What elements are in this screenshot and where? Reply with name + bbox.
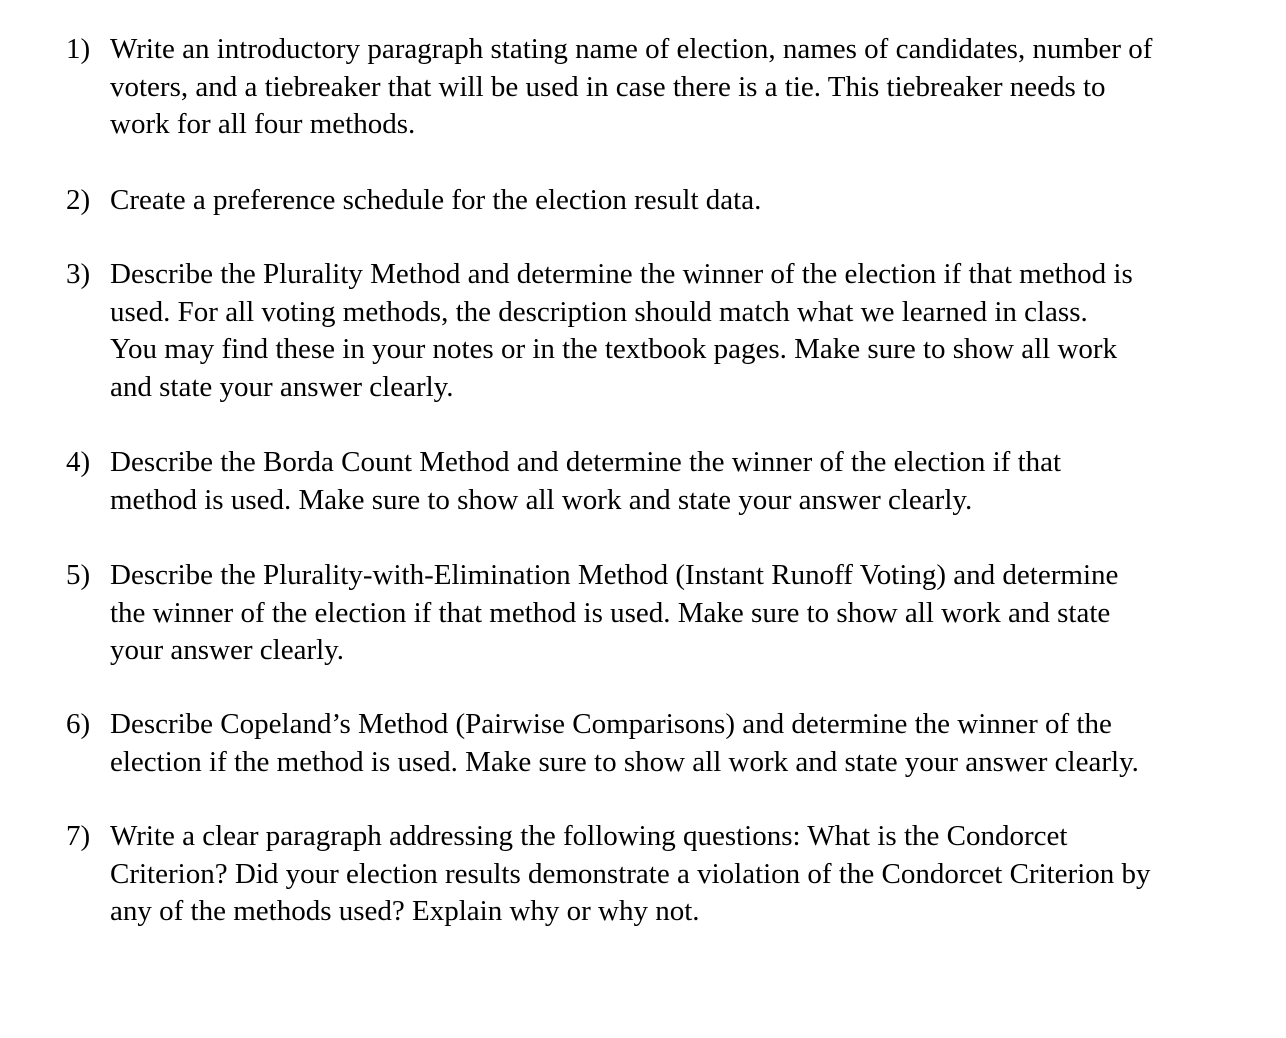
item-text (110, 182, 1220, 220)
list-item-2 (66, 182, 1226, 220)
list-item-5 (66, 557, 1226, 670)
item-number: 3) (66, 258, 91, 290)
item-text (110, 256, 1220, 406)
item-number: 4) (66, 446, 91, 478)
item-line: You may find these in your notes or in the textbook pages. Make sure to show all work (110, 333, 1118, 365)
item-line: method is used. Make sure to show all work and state your answer clearly. (110, 483, 973, 516)
item-number: 1) (66, 33, 91, 65)
item-line: voters, and a tiebreaker that will be used in case there is a tie. This tiebreaker needs to (110, 70, 1106, 103)
item-line: work for all four methods. (110, 108, 416, 140)
item-line: Write a clear paragraph addressing the following questions: What is the Condorcet (110, 820, 1068, 852)
item-text (110, 706, 1220, 781)
item-number: 6) (66, 708, 91, 740)
item-number: 5) (66, 559, 91, 591)
item-line: Describe the Plurality-with-Elimination Method (Instant Runoff Voting) and determine (110, 559, 1119, 591)
item-number: 2) (66, 184, 91, 216)
list-item-4 (66, 444, 1226, 519)
item-line: Describe Copeland’s Method (Pairwise Comparisons) and determine the winner of the (110, 708, 1112, 740)
item-line: election if the method is used. Make sure to show all work and state your answer clearly. (110, 745, 1139, 778)
item-text (110, 444, 1220, 519)
item-line: used. For all voting methods, the description should match what we learned in class. (110, 295, 1088, 328)
item-text (110, 557, 1220, 670)
item-line: any of the methods used? Explain why or why not. (110, 895, 700, 927)
list-item-7 (66, 818, 1226, 931)
list-item-3 (66, 256, 1226, 406)
list-item-1 (66, 31, 1226, 144)
item-line: Create a preference schedule for the election result data. (110, 184, 762, 216)
item-text (110, 818, 1220, 931)
item-text (110, 31, 1220, 144)
item-line: Describe the Borda Count Method and determine the winner of the election if that (110, 446, 1062, 478)
item-line: your answer clearly. (110, 634, 345, 666)
item-line: Write an introductory paragraph stating name of election, names of candidates, number of (110, 33, 1153, 65)
item-number: 7) (66, 820, 91, 852)
item-line: Describe the Plurality Method and determine the winner of the election if that method is (110, 258, 1133, 290)
item-line: the winner of the election if that method is used. Make sure to show all work and state (110, 596, 1111, 629)
list-item-6 (66, 706, 1226, 781)
item-line: and state your answer clearly. (110, 370, 454, 403)
item-line: Criterion? Did your election results demonstrate a violation of the Condorcet Criterion by (110, 857, 1151, 890)
